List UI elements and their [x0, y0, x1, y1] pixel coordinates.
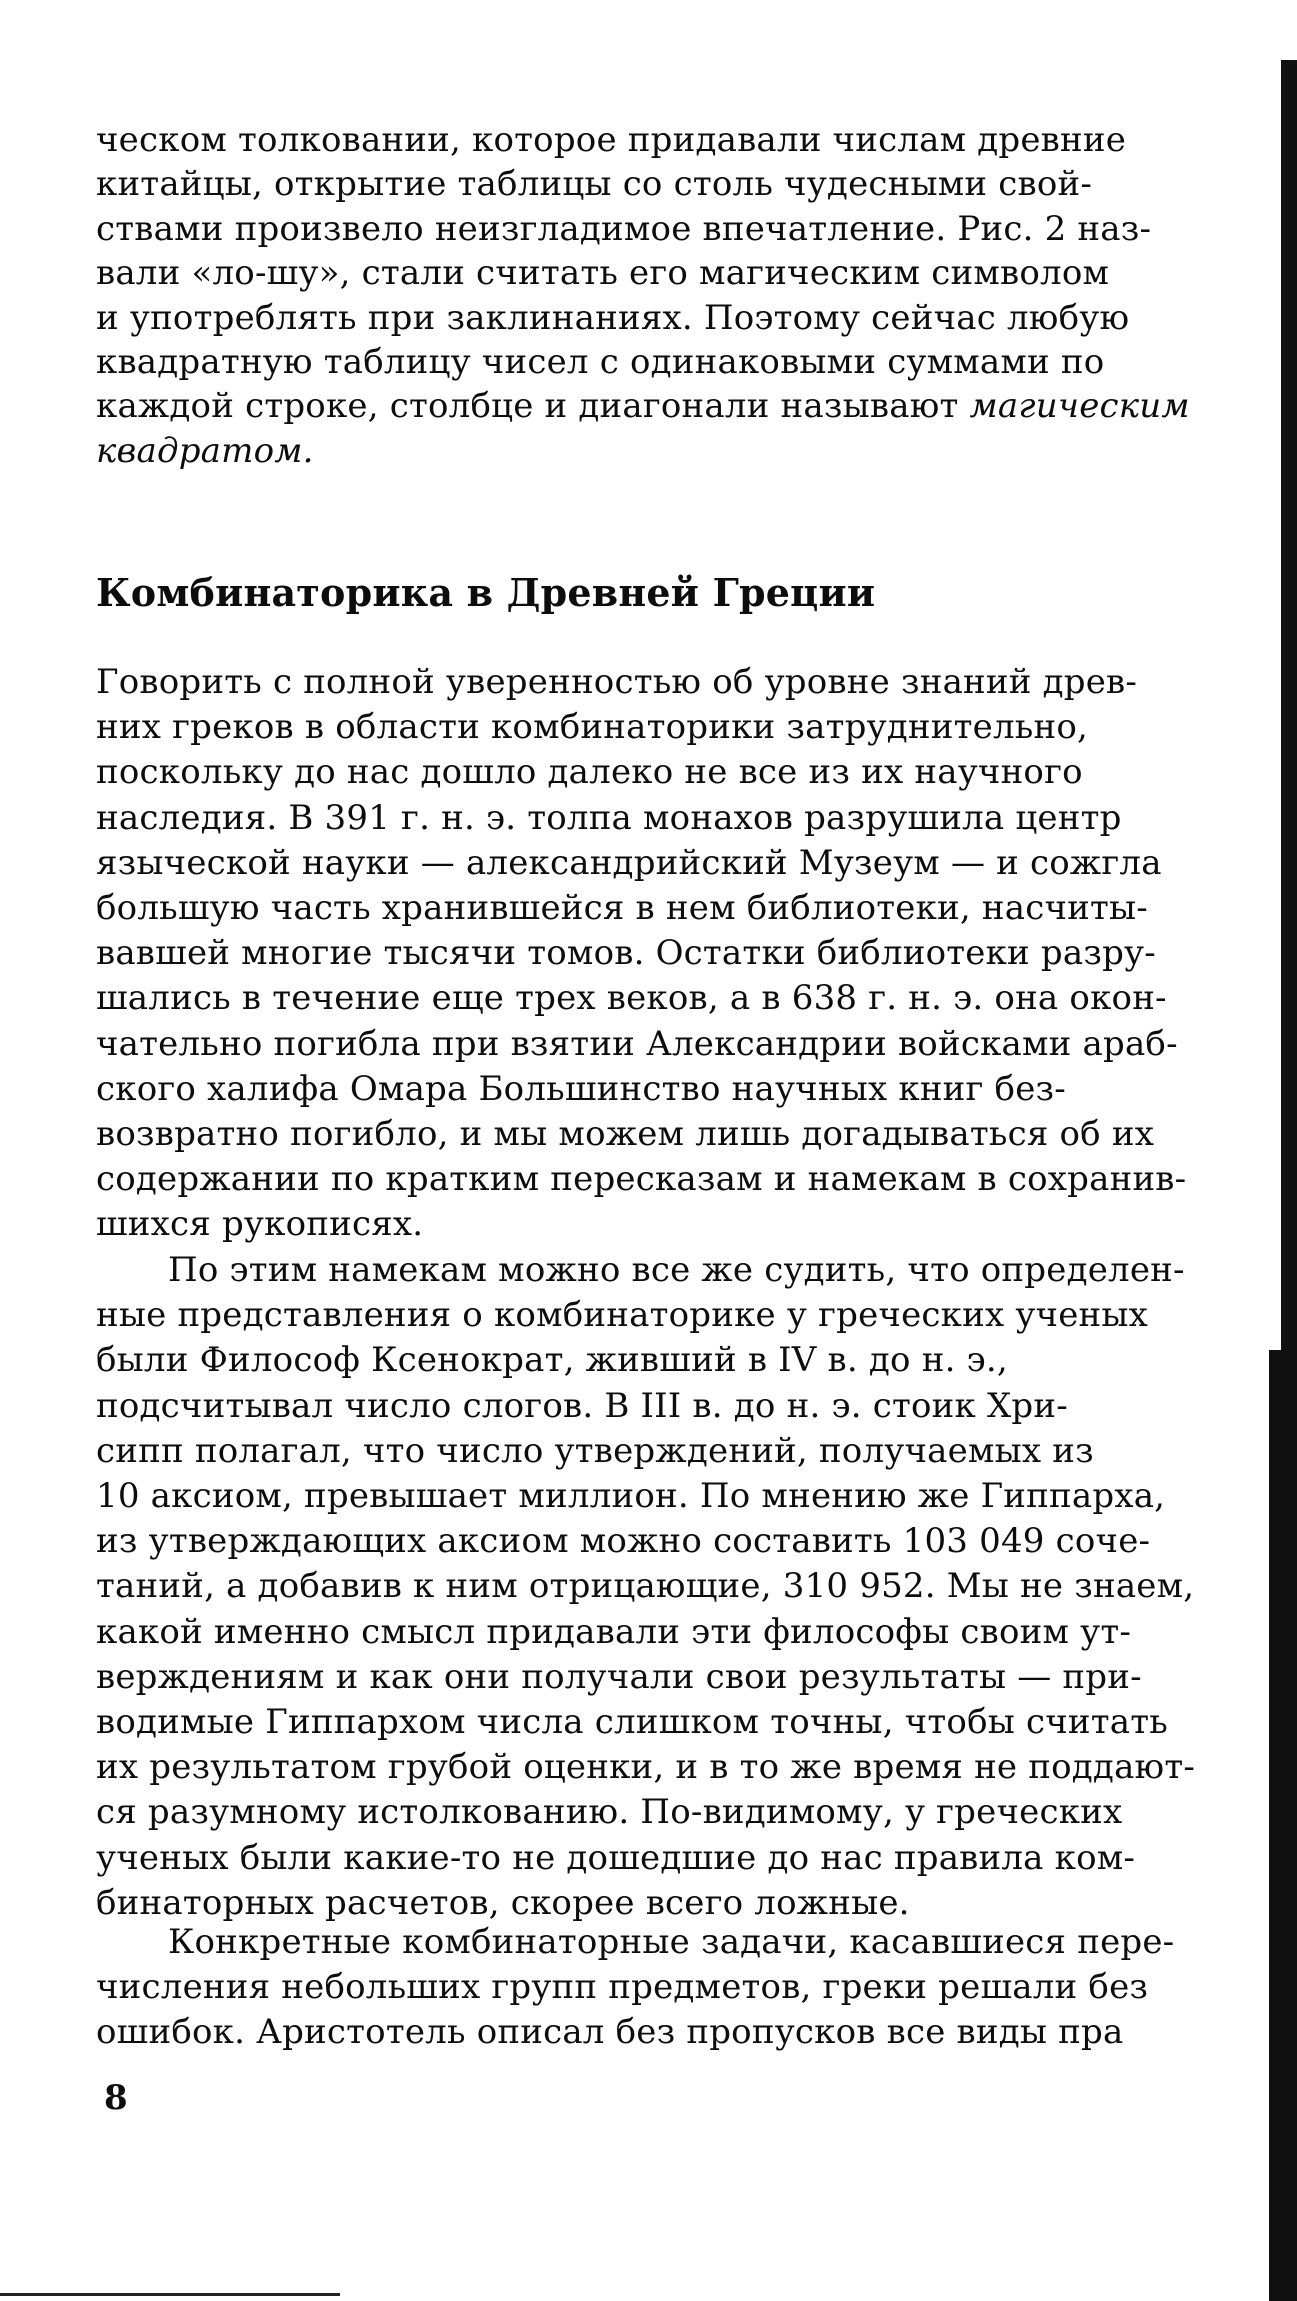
text-line: языческой науки — александрийский Музеум — и сожгла: [96, 842, 1162, 883]
bottom-rule: [0, 2293, 340, 2296]
italic-term: магическим: [969, 386, 1190, 427]
italic-term-continuation: квадратом.: [96, 430, 314, 471]
paragraph-levels-of-knowledge: [96, 660, 1266, 1248]
text-line: наследия. В 391 г. н. э. толпа монахов разрушила центр: [96, 797, 1122, 838]
paragraph-greek-scholars: [96, 1248, 1266, 1926]
text-line: таний, а добавив к ним отрицающие, 310 952. Мы не знаем,: [96, 1566, 1195, 1607]
intro-paragraph: [96, 118, 1266, 473]
text-line: верждениям и как они получали свои результаты — при-: [96, 1656, 1142, 1697]
text-line: ческом толковании, которое придавали числам древние: [96, 120, 1127, 160]
text-line: ученых были какие-то не дошедшие до нас правила ком-: [96, 1837, 1136, 1878]
page-edge-shadow: [1281, 60, 1297, 2301]
text-line: По этим намекам можно все же судить, что определен-: [168, 1250, 1185, 1290]
text-line-start: каждой строке, столбце и диагонали называют: [96, 386, 970, 427]
text-line: [96, 384, 1266, 428]
text-line: чательно погибла при взятии Александрии войсками араб-: [96, 1023, 1178, 1064]
text-line: какой именно смысл придавали эти философы своим ут-: [96, 1611, 1132, 1652]
text-line: Конкретные комбинаторные задачи, касавшиеся пере-: [168, 1922, 1175, 1962]
page-edge-shadow-lower: [1269, 1350, 1281, 2301]
text-line: содержании по кратким пересказам и намекам в сохранив-: [96, 1159, 1187, 1200]
text-line: вали «ло-шу», стали считать его магическим символом: [96, 253, 1110, 294]
text-line: 10 аксиом, превышает миллион. По мнению же Гиппарха,: [96, 1476, 1166, 1517]
text-line: водимые Гиппархом числа слишком точны, чтобы считать: [96, 1702, 1168, 1743]
text-line: числения небольших групп предметов, греки решали без: [96, 1967, 1149, 2008]
text-line: и употреблять при заклинаниях. Поэтому сейчас любую: [96, 297, 1130, 338]
text-line: возвратно погибло, и мы можем лишь догадываться об их: [96, 1114, 1155, 1155]
text-line: были Философ Ксенократ, живший в IV в. до н. э.,: [96, 1340, 1008, 1381]
text-line: Говорить с полной уверенностью об уровне знаний древ-: [96, 662, 1138, 702]
text-line: ся разумному истолкованию. По-видимому, у греческих: [96, 1792, 1123, 1833]
text-line: квадратную таблицу чисел с одинаковыми суммами по: [96, 342, 1105, 383]
text-line: поскольку до нас дошло далеко не все из их научного: [96, 752, 1083, 793]
text-line: них греков в области комбинаторики затруднительно,: [96, 707, 1089, 748]
paragraph-concrete-problems: [96, 1920, 1266, 2056]
text-line: подсчитывал число слогов. В III в. до н. э. стоик Хри-: [96, 1385, 1068, 1426]
text-line: вавшей многие тысячи томов. Остатки библиотеки разру-: [96, 933, 1156, 974]
text-line: ствами произвело неизгладимое впечатление. Рис. 2 наз-: [96, 208, 1152, 249]
text-line: ошибок. Аристотель описал без пропусков все виды пра: [96, 2012, 1124, 2053]
text-line: из утверждающих аксиом можно составить 103 049 соче-: [96, 1521, 1151, 1562]
text-line: китайцы, открытие таблицы со столь чудесными свой-: [96, 164, 1093, 205]
text-line: шихся рукописях.: [96, 1204, 424, 1245]
text-line: ского халифа Омара Большинство научных книг без-: [96, 1068, 1066, 1109]
text-line: шались в течение еще трех веков, а в 638 г. н. э. она окон-: [96, 978, 1167, 1019]
text-line: сипп полагал, что число утверждений, получаемых из: [96, 1430, 1094, 1471]
text-line: их результатом грубой оценки, и в то же время не поддают-: [96, 1747, 1196, 1788]
text-line: большую часть хранившейся в нем библиотеки, насчиты-: [96, 888, 1148, 929]
text-line: ные представления о комбинаторике у греческих ученых: [96, 1295, 1149, 1336]
section-heading: Комбинаторика в Древней Греции: [96, 570, 876, 615]
page-number: 8: [104, 2078, 128, 2118]
text-line: бинаторных расчетов, скорее всего ложные.: [96, 1882, 910, 1923]
